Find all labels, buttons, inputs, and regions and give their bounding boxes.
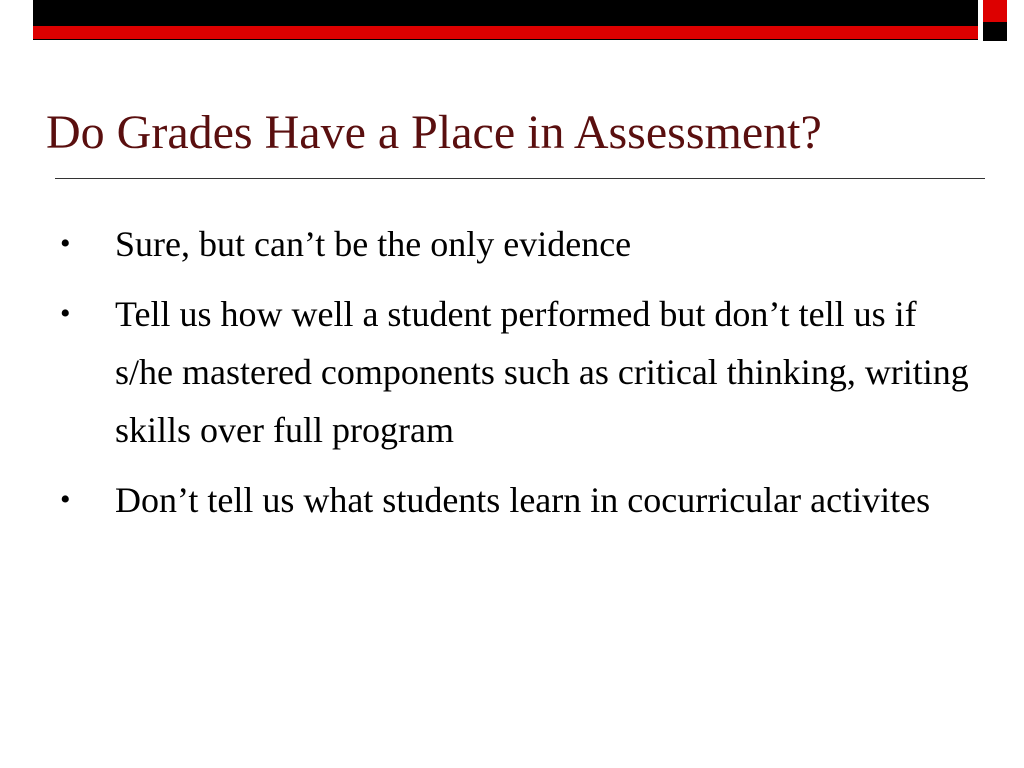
top-black-band	[33, 0, 1007, 26]
top-red-band	[33, 26, 978, 40]
bullet-dot-icon: •	[60, 227, 71, 260]
bullet-dot-icon: •	[60, 297, 71, 330]
slide-title: Do Grades Have a Place in Assessment?	[46, 106, 822, 159]
bullet-item	[60, 215, 980, 273]
bullet-text: Tell us how well a student performed but don’t tell us if s/he mastered components such as critical thinking, writing skills over full program	[115, 294, 969, 450]
bullet-text: Don’t tell us what students learn in cocurricular activites	[115, 480, 931, 520]
bullet-list	[60, 215, 980, 541]
bullet-item	[60, 285, 980, 459]
bullet-item	[60, 471, 980, 529]
bullet-text: Sure, but can’t be the only evidence	[115, 224, 632, 264]
corner-red-square	[983, 0, 1007, 22]
bullet-dot-icon: •	[60, 483, 71, 516]
corner-black-square	[983, 24, 1007, 41]
title-underline	[55, 178, 985, 179]
